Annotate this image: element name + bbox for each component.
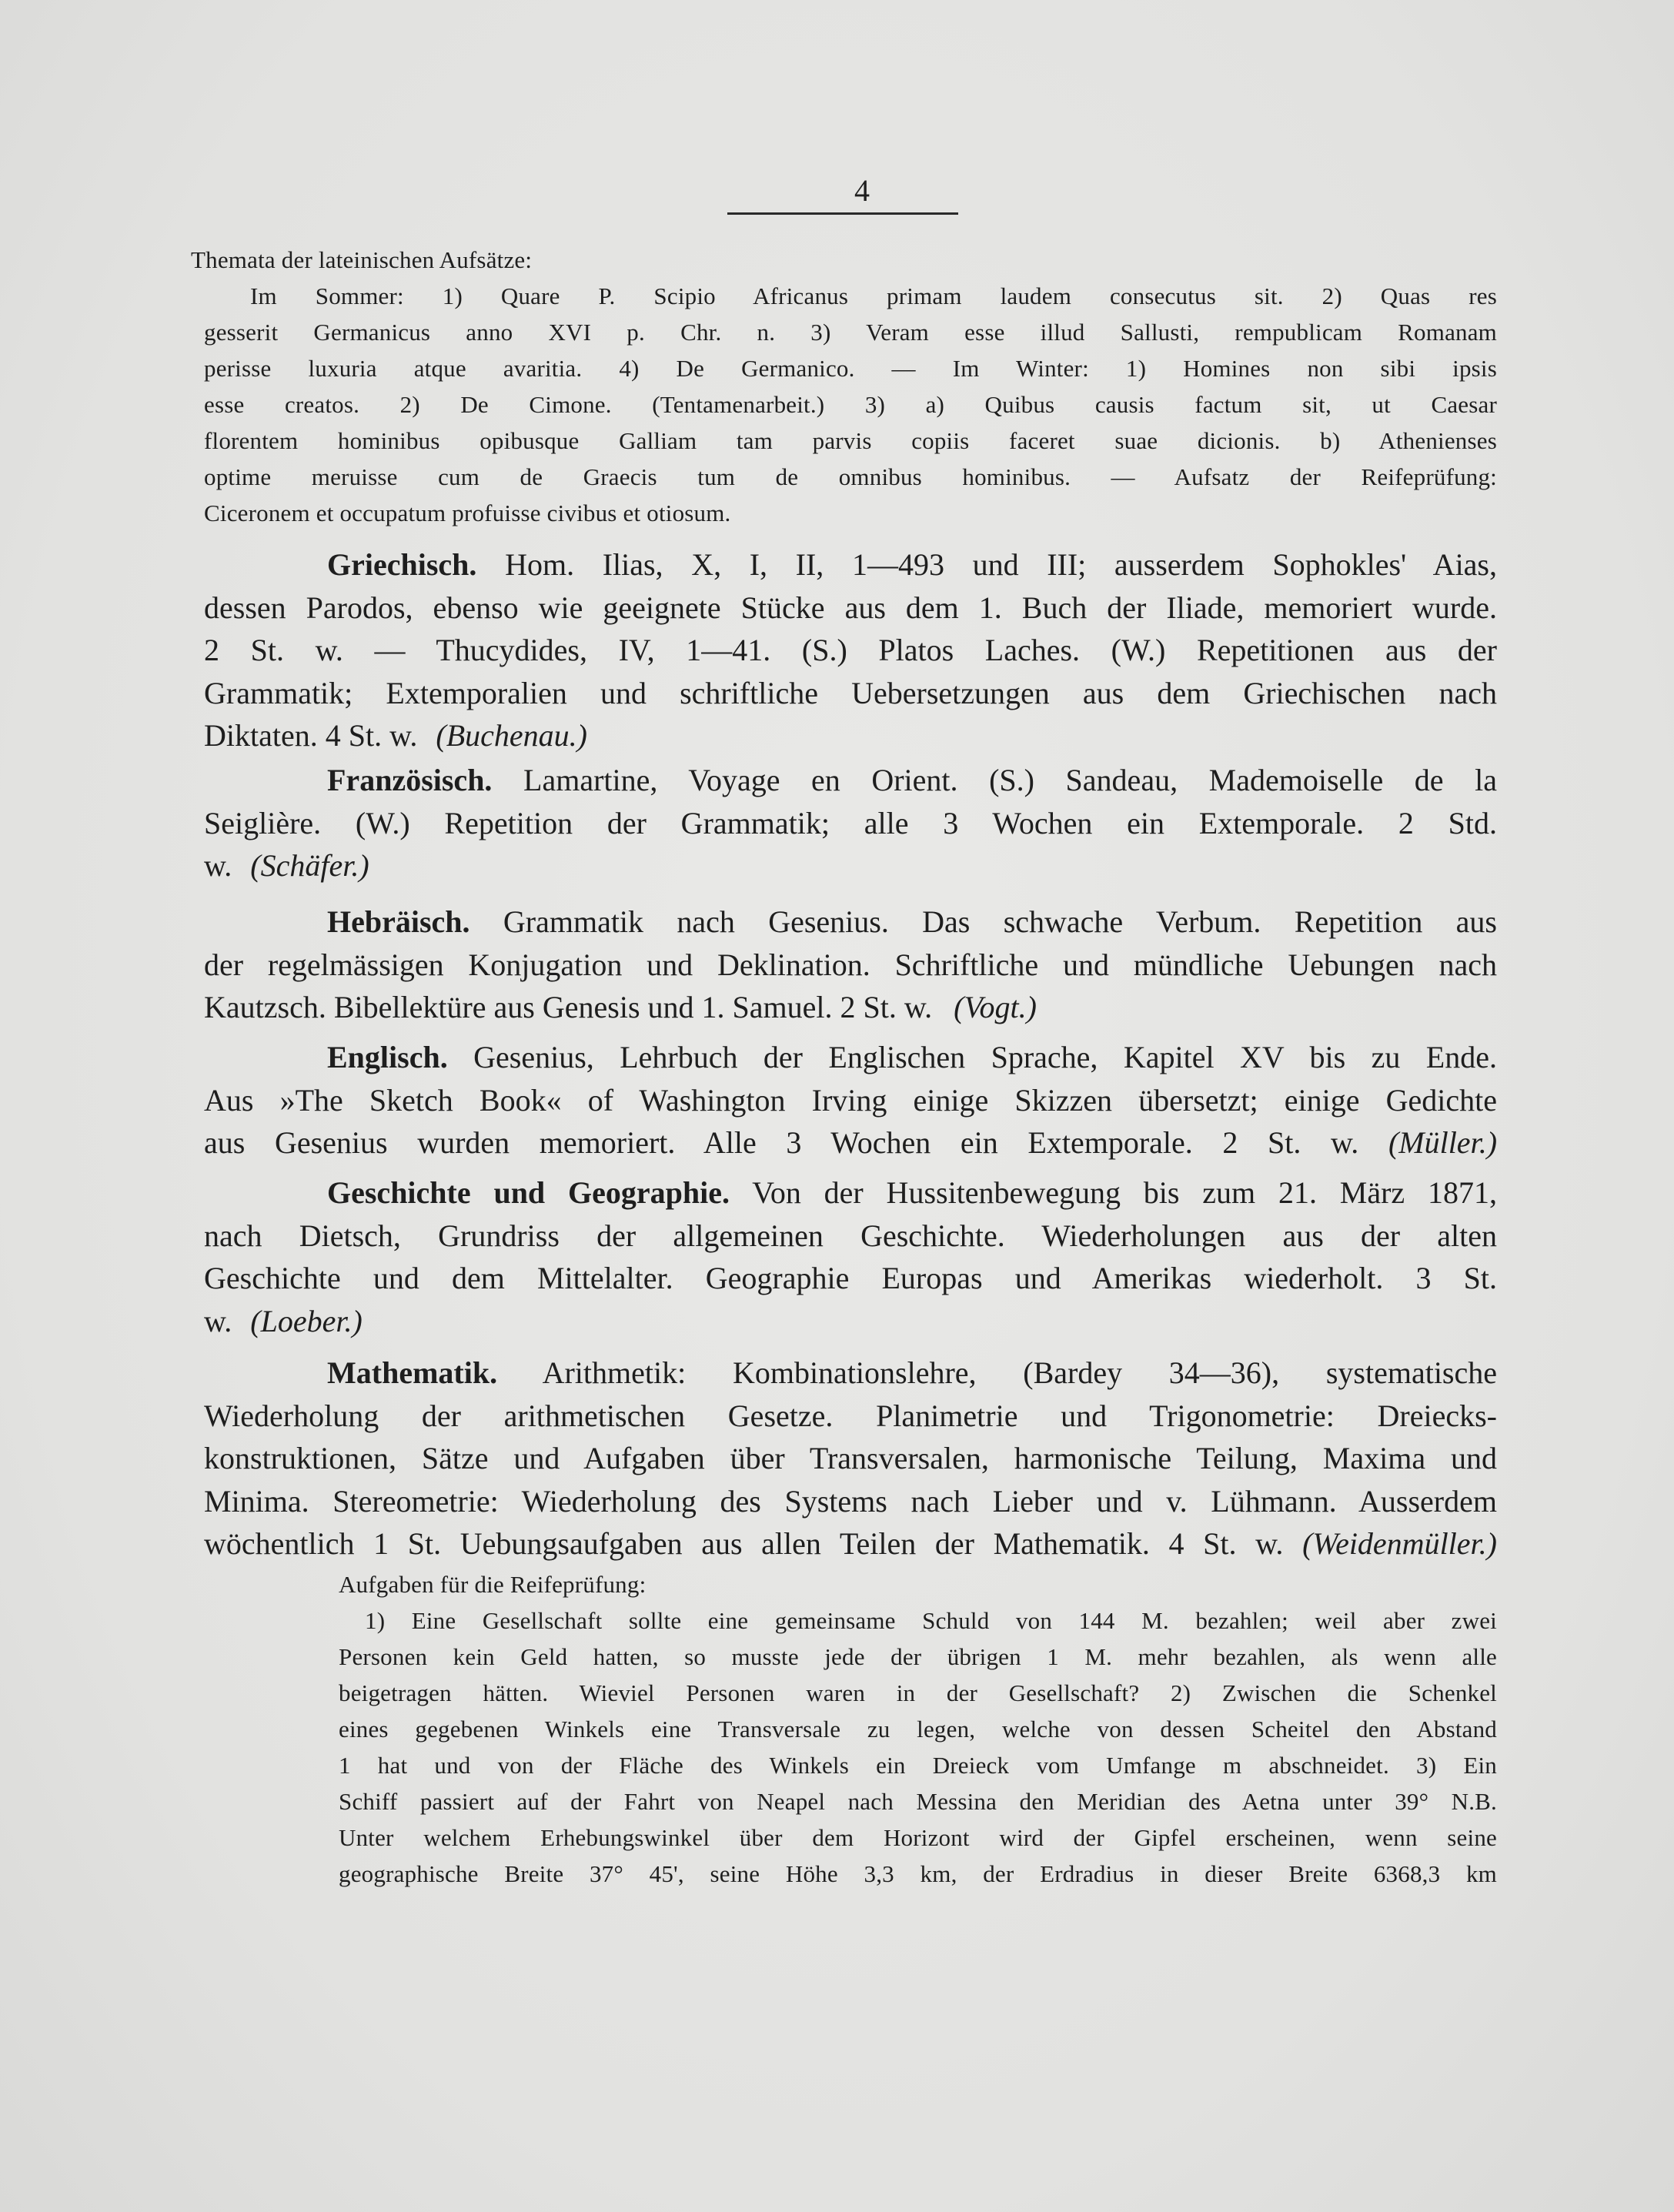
teacher-name: (Weidenmüller.) [1302, 1526, 1498, 1561]
section-englisch [204, 1036, 1497, 1164]
exam-problem-line: eines gegebenen Winkels eine Transversale zu legen, welche von dessen Scheitel den Abstand [339, 1716, 1497, 1743]
section-line: Aus »The Sketch Book« of Washington Irving einige Skizzen übersetzt; einige Gedichte [204, 1082, 1497, 1118]
exam-problems-heading: Aufgaben für die Reifeprüfung: [339, 1571, 647, 1598]
section-hebraeisch [204, 901, 1497, 1029]
section-first-line [204, 543, 1497, 586]
section-text: Gesenius, Lehrbuch der Englischen Sprache, Kapitel XV bis zu Ende. [473, 1040, 1497, 1074]
section-line: Geschichte und dem Mittelalter. Geographie Europas und Amerikas wiederholt. 3 St. [204, 1261, 1497, 1295]
section-line: Wiederholung der arithmetischen Gesetze. Planimetrie und Trigonometrie: Dreiecks- [204, 1398, 1497, 1433]
teacher-name: (Buchenau.) [436, 718, 587, 753]
latin-line: esse creatos. 2) De Cimone. (Tentamenarbeit.) 3) a) Quibus causis factum sit, ut Caesar [204, 391, 1497, 418]
section-line: Seiglière. (W.) Repetition der Grammatik; alle 3 Wochen ein Extemporale. 2 Std. [204, 805, 1497, 840]
latin-line: perisse luxuria atque avaritia. 4) De Germanico. — Im Winter: 1) Homines non sibi ipsis [204, 355, 1497, 382]
subject-heading: Englisch. [327, 1040, 448, 1074]
section-last-line [204, 844, 1497, 887]
section-text: Hom. Ilias, X, I, II, 1—493 und III; ausserdem Sophokles' Aias, [505, 547, 1498, 582]
subject-heading: Hebräisch. [327, 904, 470, 939]
page-number: 4 [854, 173, 870, 208]
section-text: Arithmetik: Kombinationslehre, (Bardey 34—36), systematische [542, 1355, 1498, 1390]
section-last-line [204, 1121, 1497, 1164]
subject-heading: Mathematik. [327, 1355, 498, 1390]
subject-heading: Französisch. [327, 763, 493, 797]
teacher-name: (Schäfer.) [250, 848, 369, 883]
section-line: konstruktionen, Sätze und Aufgaben über Transversalen, harmonische Teilung, Maxima und [204, 1441, 1497, 1475]
latin-line: florentem hominibus opibusque Galliam tam parvis copiis faceret suae dicionis. b) Athenienses [204, 427, 1497, 454]
section-geschichte [204, 1171, 1497, 1342]
page-number-rule [727, 212, 958, 215]
teacher-name: (Loeber.) [250, 1303, 363, 1338]
latin-heading: Themata der lateinischen Aufsätze: [191, 246, 533, 273]
section-last-line [204, 714, 1497, 757]
latin-line: Im Sommer: 1) Quare P. Scipio Africanus primam laudem consecutus sit. 2) Quas res [250, 282, 1497, 309]
exam-problems [339, 1566, 1497, 1892]
section-first-line [204, 1171, 1497, 1215]
section-franzoesisch [204, 759, 1497, 887]
exam-problem-line: geographische Breite 37° 45', seine Höhe 3,3 km, der Erdradius in dieser Breite 6368,3 km [339, 1860, 1497, 1887]
section-griechisch [204, 543, 1497, 757]
latin-essay-topics [191, 242, 1497, 531]
exam-problem-line: Unter welchem Erhebungswinkel über dem Horizont wird der Gipfel erscheinen, wenn seine [339, 1824, 1497, 1851]
section-line: nach Dietsch, Grundriss der allgemeinen Geschichte. Wiederholungen aus der alten [204, 1218, 1497, 1253]
section-text: w. [204, 1303, 232, 1338]
section-first-line [204, 759, 1497, 802]
section-text: Kautzsch. Bibellektüre aus Genesis und 1. Samuel. 2 St. w. [204, 990, 933, 1024]
section-text: Grammatik nach Gesenius. Das schwache Verbum. Repetition aus [503, 904, 1498, 939]
subject-heading: Geschichte und Geographie. [327, 1175, 730, 1210]
section-line: dessen Parodos, ebenso wie geeignete Stücke aus dem 1. Buch der Iliade, memoriert wurde. [204, 590, 1497, 625]
section-first-line [204, 1352, 1497, 1395]
section-text: w. [204, 848, 232, 883]
section-text: wöchentlich 1 St. Uebungsaufgaben aus allen Teilen der Mathematik. 4 St. w. [204, 1526, 1284, 1561]
exam-problem-line: 1) Eine Gesellschaft sollte eine gemeinsame Schuld von 144 M. bezahlen; weil aber zwei [365, 1607, 1497, 1634]
latin-line: Ciceronem et occupatum profuisse civibus et otiosum. [204, 500, 731, 526]
exam-problem-line: Schiff passiert auf der Fahrt von Neapel nach Messina den Meridian des Aetna unter 39° N.B. [339, 1788, 1497, 1815]
latin-line: gesserit Germanicus anno XVI p. Chr. n. 3) Veram esse illud Sallusti, rempublicam Romanam [204, 319, 1497, 346]
section-first-line [204, 901, 1497, 944]
section-text: Lamartine, Voyage en Orient. (S.) Sandeau, Mademoiselle de la [523, 763, 1498, 797]
teacher-name: (Vogt.) [954, 990, 1037, 1024]
exam-problem-line: Personen kein Geld hatten, so musste jede der übrigen 1 M. mehr bezahlen, als wenn alle [339, 1643, 1497, 1670]
section-last-line [204, 1300, 1497, 1343]
section-line: der regelmässigen Konjugation und Deklination. Schriftliche und mündliche Uebungen nach [204, 947, 1497, 982]
section-text: Von der Hussitenbewegung bis zum 21. März 1871, [752, 1175, 1498, 1210]
subject-heading: Griechisch. [327, 547, 477, 582]
section-line: 2 St. w. — Thucydides, IV, 1—41. (S.) Platos Laches. (W.) Repetitionen aus der [204, 633, 1497, 667]
section-text: aus Gesenius wurden memoriert. Alle 3 Wochen ein Extemporale. 2 St. w. [204, 1125, 1359, 1160]
section-last-line [204, 1522, 1497, 1565]
section-last-line [204, 986, 1497, 1029]
section-text: Diktaten. 4 St. w. [204, 718, 418, 753]
teacher-name: (Müller.) [1388, 1125, 1498, 1160]
section-first-line [204, 1036, 1497, 1079]
exam-problem-line: beigetragen hätten. Wieviel Personen waren in der Gesellschaft? 2) Zwischen die Schenkel [339, 1679, 1497, 1706]
section-mathematik [204, 1352, 1497, 1565]
exam-problem-line: 1 hat und von der Fläche des Winkels ein Dreieck vom Umfange m abschneidet. 3) Ein [339, 1752, 1497, 1779]
section-line: Minima. Stereometrie: Wiederholung des Systems nach Lieber und v. Lühmann. Ausserdem [204, 1483, 1497, 1519]
latin-line: optime meruisse cum de Graecis tum de omnibus hominibus. — Aufsatz der Reifeprüfung: [204, 463, 1497, 490]
section-line: Grammatik; Extemporalien und schriftliche Uebersetzungen aus dem Griechischen nach [204, 675, 1497, 710]
